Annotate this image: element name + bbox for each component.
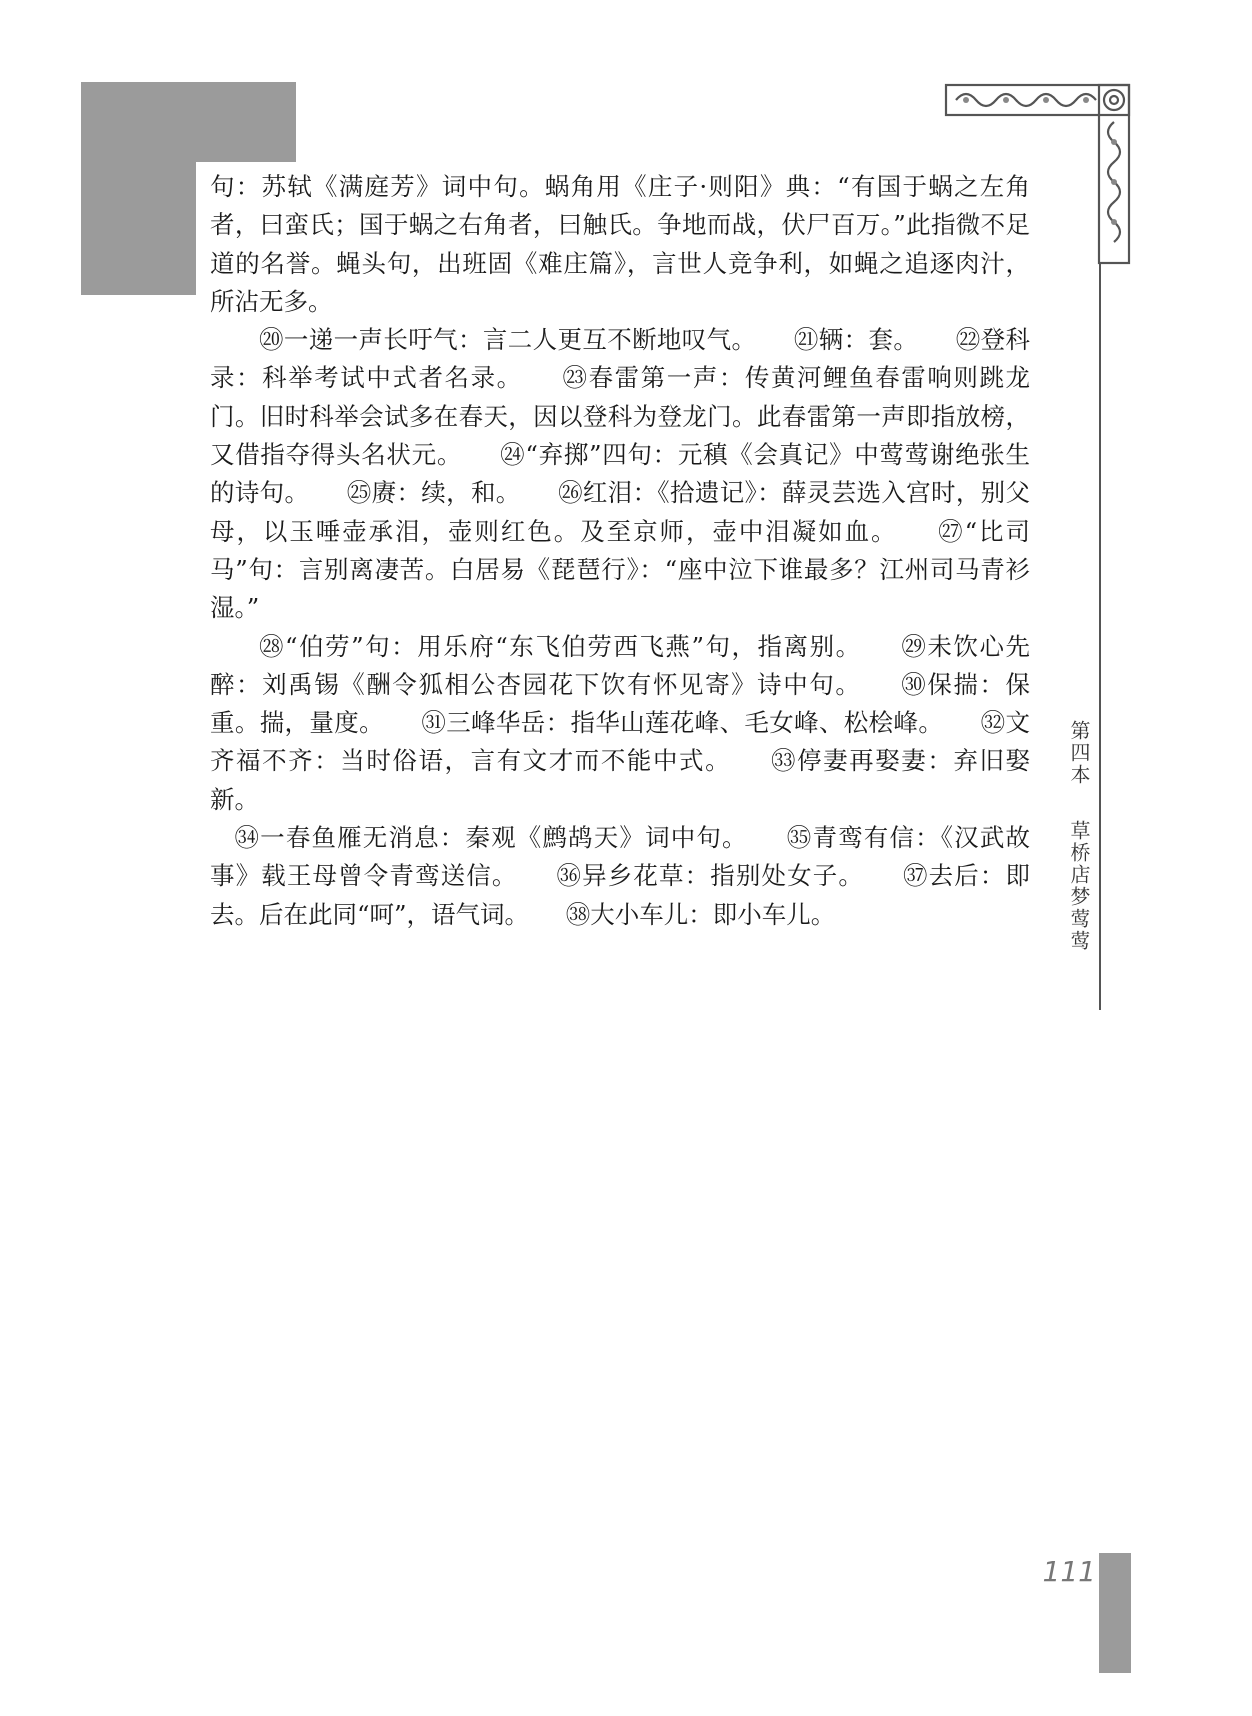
- running-head: [1068, 720, 1090, 952]
- page-number-bar: [1099, 1553, 1131, 1673]
- corner-gray-block: [81, 82, 196, 295]
- annotation-paragraph: ⑳一递一声长吁气：言二人更互不断地叹气。 ㉑辆：套。 ㉒登科录：科举考试中式者名录。 ㉓春雷第一声：传黄河鲤鱼春雷响则跳龙门。旧时科举会试多在春天，因以登科为登龙门。此春雷第一声即指放榜，又借指夺得头名状元。 ㉔“弃掷”四句：元稹《会真记》中莺莺谢绝张生的诗句。 ㉕赓：续，和。 ㉖红泪：《拾遗记》：薛灵芸选入宫时，别父母，以玉唾壶承泪，壶则红色。及至京师，壶中泪凝如血。 ㉗“比司马”句：言别离凄苦。白居易《琵琶行》：“座中泣下谁最多？江州司马青衫湿。”: [210, 325, 1030, 623]
- annotation-paragraph: 句：苏轼《满庭芳》词中句。蜗角用《庄子·则阳》典：“有国于蜗之左角者，曰蛮氏；国于蜗之右角者，曰触氏。争地而战，伏尸百万。”此指微不足道的名誉。蝇头句，出班固《难庄篇》，言世人竞争利，如蝇之追逐肉汁，所沾无多。: [210, 172, 1030, 316]
- running-head-part: 第四本: [1067, 720, 1091, 786]
- annotation-paragraph: ㉞一春鱼雁无消息：秦观《鹧鸪天》词中句。 ㉟青鸾有信：《汉武故事》载王母曾令青鸾送信。 ㊱异乡花草：指别处女子。 ㊲去后：即去。后在此同“呵”，语气词。 ㊳大小车儿：即小车儿。: [210, 823, 1030, 929]
- running-head-chapter: 草桥店梦莺莺: [1067, 820, 1091, 953]
- annotation-paragraph: ㉘“伯劳”句：用乐府“东飞伯劳西飞燕”句，指离别。 ㉙未饮心先醉：刘禹锡《酬令狐相公杏园花下饮有怀见寄》诗中句。 ㉚保揣：保重。揣，量度。 ㉛三峰华岳：指华山莲花峰、毛女峰、松桧峰。 ㉜文齐福不齐：当时俗语，言有文才而不能中式。 ㉝停妻再娶妻：弃旧娶新。: [210, 631, 1030, 814]
- page-number: 111: [1042, 1555, 1096, 1588]
- corner-gray-block-tab: [196, 82, 296, 162]
- annotation-text: [210, 168, 1030, 934]
- sidebar-divider: [1099, 262, 1101, 1010]
